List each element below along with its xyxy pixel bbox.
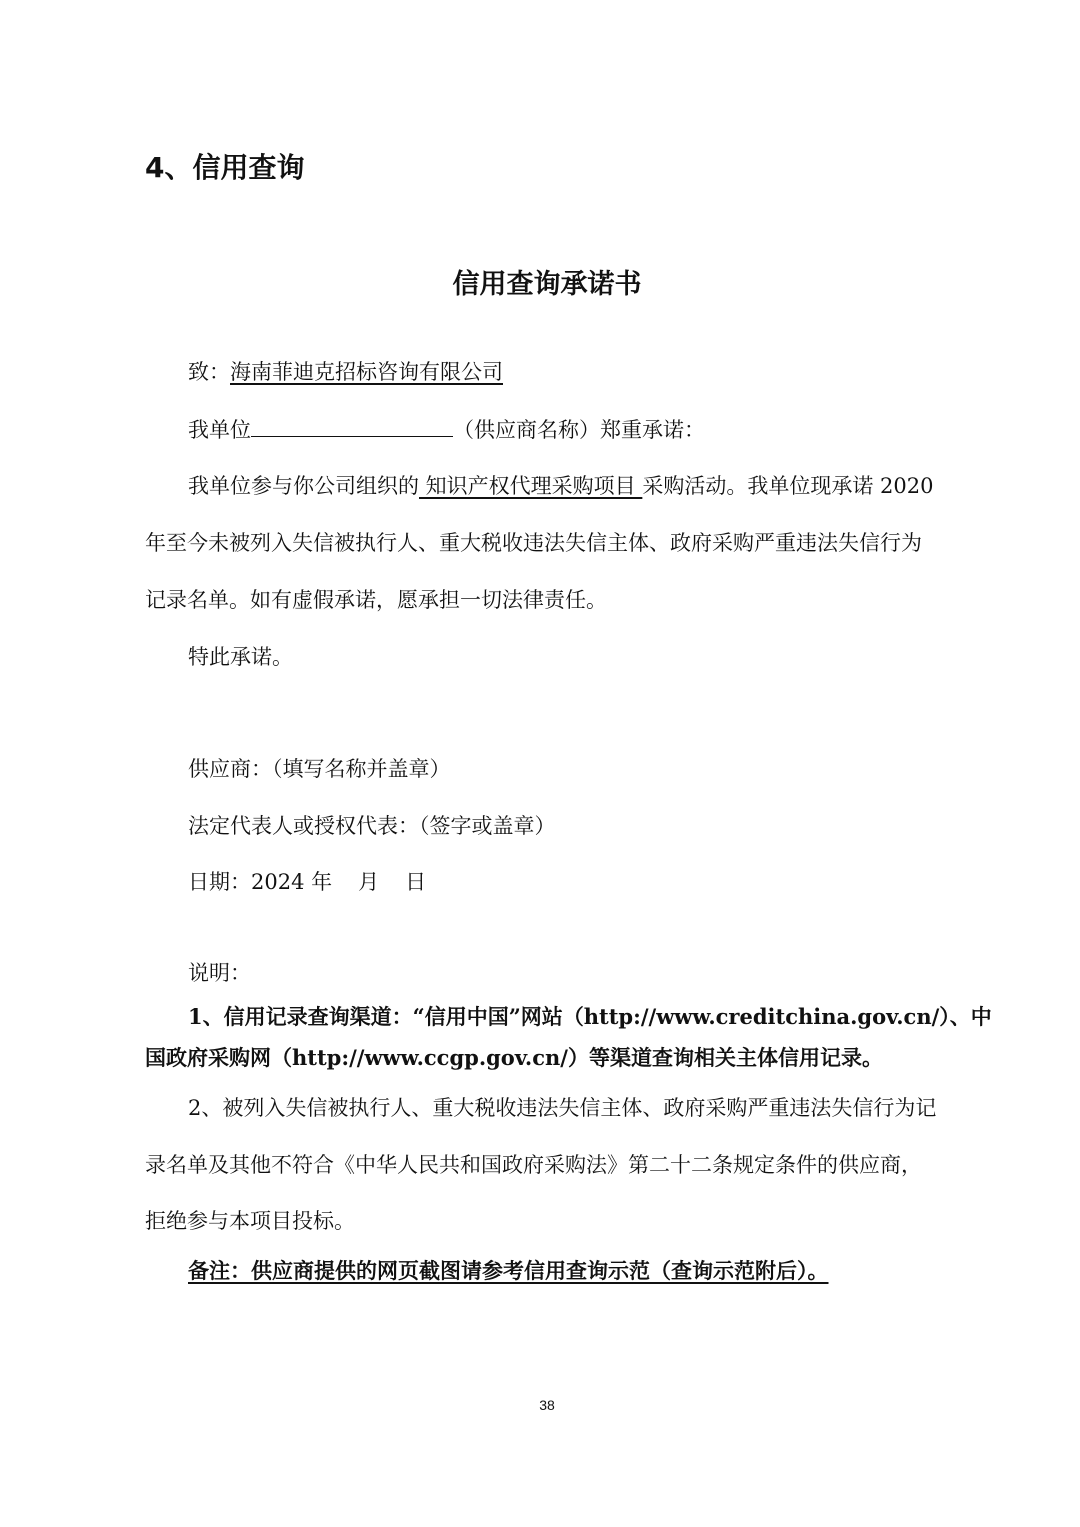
body-line-3: 记录名单。如有虚假承诺，愿承担一切法律责任。 [145,588,607,612]
body-line-1-after: 采购活动。我单位现承诺 2020 [642,474,934,498]
remark-note: 备注：供应商提供的网页截图请参考信用查询示范（查询示范附后）。 [188,1258,829,1283]
section-heading: 4、信用查询 [145,151,305,184]
project-name: 知识产权代理采购项目 [419,474,643,498]
addressee-prefix: 致： [188,360,230,384]
note-1-line-1: 1、信用记录查询渠道：“信用中国”网站（http://www.creditchina.gov.cn/）、中 [188,1004,992,1029]
note-2-line-3: 拒绝参与本项目投标。 [145,1209,355,1233]
addressee-line [188,357,503,387]
date-day: 日 [405,870,427,894]
pledge-intro-suffix: （供应商名称）郑重承诺： [453,418,705,442]
page-number: 38 [539,1397,555,1413]
notes-heading: 说明： [188,961,251,985]
note-2-line-1: 2、被列入失信被执行人、重大税收违法失信主体、政府采购严重违法失信行为记 [188,1096,937,1120]
closing-statement: 特此承诺。 [188,645,293,669]
date-prefix: 日期：2024 年 [188,870,333,894]
note-2-line-2: 录名单及其他不符合《中华人民共和国政府采购法》第二十二条规定条件的供应商， [145,1153,922,1177]
body-line-1 [188,471,933,501]
date-line [188,867,426,897]
representative-signature-line: 法定代表人或授权代表：（签字或盖章） [188,814,556,838]
pledge-intro-prefix: 我单位 [188,418,251,442]
body-line-2: 年至今未被列入失信被执行人、重大税收违法失信主体、政府采购严重违法失信行为 [145,531,922,555]
addressee-name: 海南菲迪克招标咨询有限公司 [230,360,503,384]
pledge-intro-line [188,414,705,445]
document-title: 信用查询承诺书 [452,269,642,300]
note-1-line-2: 国政府采购网（http://www.ccgp.gov.cn/）等渠道查询相关主体信用记录。 [145,1045,883,1070]
date-month: 月 [358,870,380,894]
body-line-1-before: 我单位参与你公司组织的 [188,474,419,498]
supplier-signature-line: 供应商：（填写名称并盖章） [188,757,451,781]
supplier-name-blank [251,414,453,437]
